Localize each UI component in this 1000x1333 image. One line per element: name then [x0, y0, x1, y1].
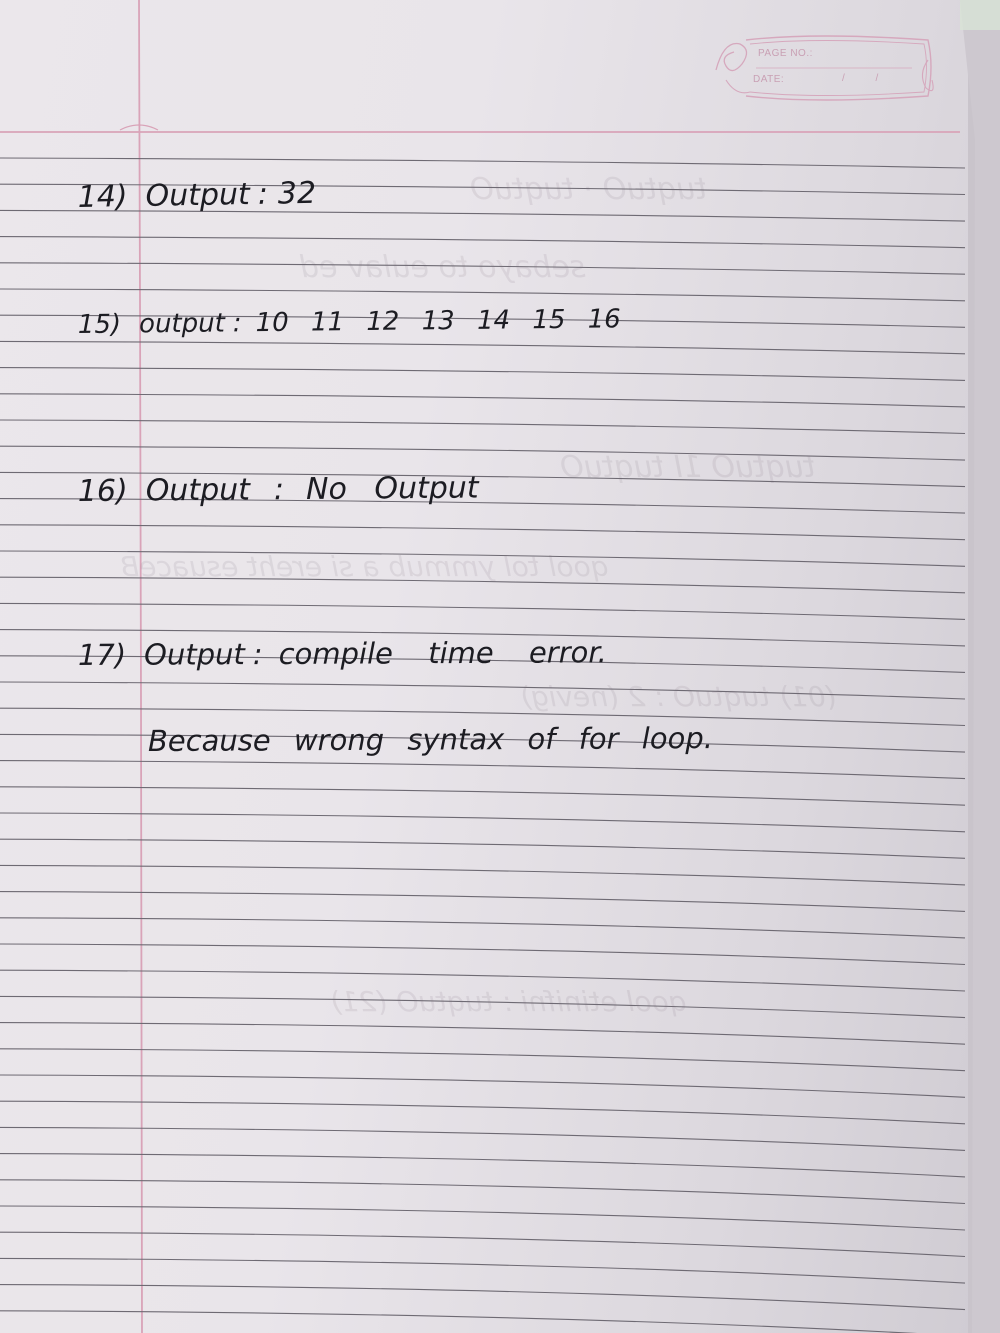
bleed-through-text: sebayo to eulav ed [300, 250, 586, 285]
entry-separator: : [252, 637, 263, 672]
rule-line [0, 1023, 965, 1045]
rule-line [0, 839, 965, 858]
rule-line [0, 341, 965, 353]
rule-line [0, 1154, 965, 1177]
rule-line [0, 1311, 965, 1333]
bleed-through-text: (01) tuqtuO : 2 (nevig) [520, 680, 837, 713]
entry-label: Output [145, 472, 251, 509]
entry-separator: : [232, 308, 242, 339]
background-corner [960, 0, 1000, 30]
entry-number: 16) [77, 473, 128, 509]
entry-separator: : [257, 176, 269, 212]
rule-line [0, 918, 965, 938]
rule-line [0, 289, 965, 301]
rule-line [0, 394, 965, 407]
bleed-through-text: qool etinifni : tuqtuO (21) [330, 985, 687, 1018]
rule-line [0, 420, 965, 434]
rule-line [0, 944, 965, 965]
entry-label: Output [145, 177, 251, 214]
rule-line [0, 787, 965, 805]
entry-number: 15) [77, 309, 122, 340]
rule-line [0, 1206, 965, 1230]
page-no-label: PAGE NO.: [758, 48, 813, 59]
entry-number: 17) [77, 637, 127, 672]
page-curl [960, 0, 1000, 1333]
rule-line [0, 158, 965, 168]
entry-16 [78, 471, 479, 509]
entry-label: Output [144, 637, 245, 672]
entry-separator: : [273, 472, 285, 508]
rule-line [0, 1127, 965, 1150]
rule-line [0, 368, 965, 381]
entry-label: output [138, 308, 225, 340]
date-slashes: / / [842, 73, 893, 84]
rule-line [0, 1285, 965, 1310]
entry-17-note: Because wrong syntax of for loop. [147, 721, 713, 758]
date-label: DATE: [753, 74, 785, 85]
entry-value: 10 11 12 13 14 15 16 [255, 304, 621, 339]
entry-value: No Output [305, 470, 479, 508]
bleed-through-text: tuqtuO 1I tuqtuO [560, 450, 816, 485]
rule-line [0, 237, 965, 248]
rule-line [0, 761, 965, 779]
rule-line [0, 892, 965, 912]
bleed-through-text: tuqtuO · tuqtuO [470, 172, 708, 207]
entry-number: 14) [77, 179, 128, 215]
rule-line [0, 1075, 965, 1097]
rule-line [0, 525, 965, 540]
entry-15 [78, 304, 621, 340]
rule-line [0, 813, 965, 832]
entry-value: compile time error. [278, 635, 607, 671]
rule-line [0, 1258, 965, 1283]
rule-line [0, 1232, 965, 1256]
rule-line [0, 1049, 965, 1071]
entry-value: 32 [277, 175, 317, 212]
entry-14 [77, 176, 316, 215]
rule-line [0, 1180, 965, 1204]
rule-line [0, 1101, 965, 1124]
rule-line [0, 865, 965, 885]
rule-line [0, 446, 965, 460]
rule-line [0, 603, 965, 619]
bleed-through-text: qool tol ymmub a si ereht esuaceB [120, 550, 609, 583]
entry-17 [78, 635, 607, 672]
page-header-ornament [706, 30, 938, 106]
